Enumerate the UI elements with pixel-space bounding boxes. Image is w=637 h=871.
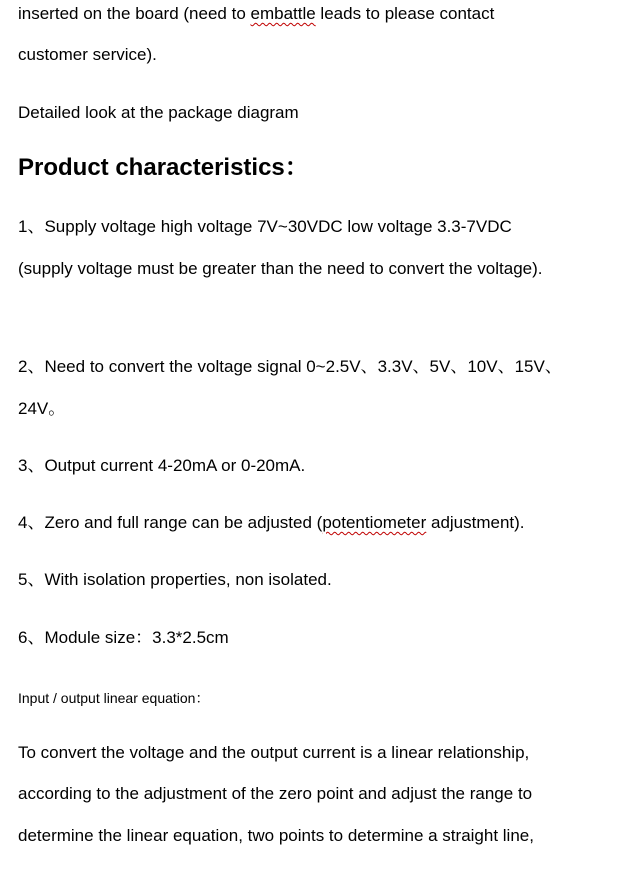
list-item-5: 5、With isolation properties, non isolated. — [18, 570, 332, 589]
paragraph-line-1: To convert the voltage and the output current is a linear relationship, — [18, 743, 530, 762]
misspelled-word: embattle — [250, 4, 316, 23]
list-item-2-continuation: 24V。 — [18, 399, 66, 418]
section-heading: Product characteristics： — [18, 154, 309, 181]
paragraph-line-2: according to the adjustment of the zero point and adjust the range to — [18, 784, 533, 803]
text-segment: inserted on the board (need to — [18, 4, 251, 23]
misspelled-word: potentiometer — [322, 513, 427, 532]
paragraph-line-3: determine the linear equation, two points to determine a straight line, — [18, 826, 534, 845]
list-item-6: 6、Module size：3.3*2.5cm — [18, 628, 229, 647]
text-line-inserted — [18, 4, 494, 24]
text-line-package-diagram: Detailed look at the package diagram — [18, 103, 299, 122]
text-segment: 4、Zero and full range can be adjusted ( — [18, 513, 323, 532]
text-segment: adjustment). — [426, 513, 525, 532]
list-item-4 — [18, 513, 525, 533]
list-item-1: 1、Supply voltage high voltage 7V~30VDC low voltage 3.3-7VDC — [18, 217, 512, 236]
text-segment: leads to please contact — [315, 4, 495, 23]
subheading: Input / output linear equation： — [18, 690, 210, 706]
list-item-2: 2、Need to convert the voltage signal 0~2.5V、3.3V、5V、10V、15V、 — [18, 357, 562, 376]
text-line-customer-service: customer service). — [18, 45, 157, 64]
list-item-3: 3、Output current 4-20mA or 0-20mA. — [18, 456, 306, 475]
list-item-1-continuation: (supply voltage must be greater than the need to convert the voltage). — [18, 259, 543, 278]
